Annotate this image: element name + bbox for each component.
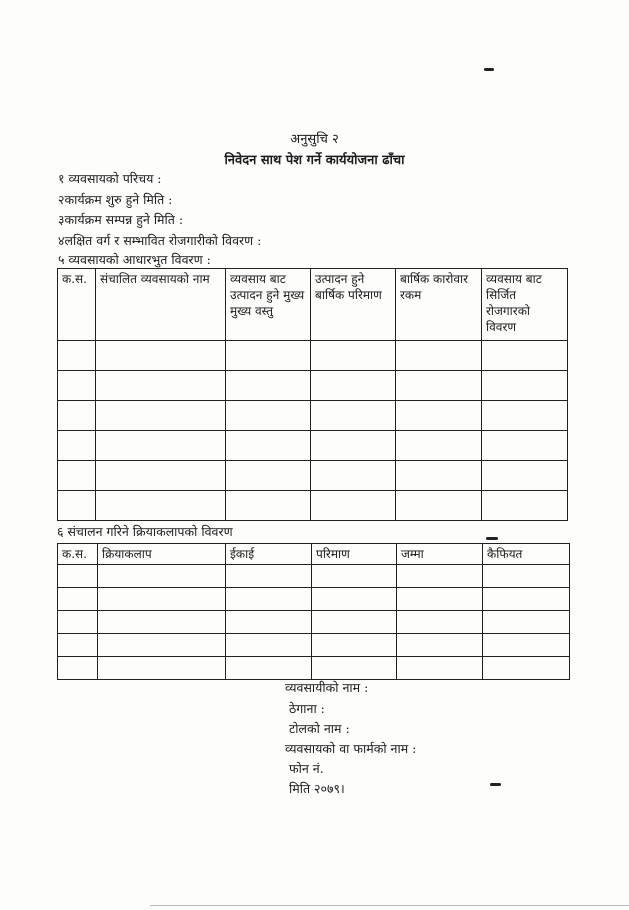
table-cell[interactable] [396, 431, 482, 461]
table-cell[interactable] [226, 565, 312, 588]
table-cell[interactable] [226, 431, 311, 461]
table-cell[interactable] [96, 431, 226, 461]
table-row [58, 461, 568, 491]
table-header-cell: क.स. [58, 544, 98, 565]
table-cell[interactable] [311, 491, 396, 521]
table-cell[interactable] [397, 611, 483, 634]
table-cell[interactable] [396, 371, 482, 401]
table-cell[interactable] [58, 611, 98, 634]
table-cell[interactable] [483, 657, 570, 680]
table-cell[interactable] [96, 401, 226, 431]
business-details-table [57, 268, 568, 521]
table-cell[interactable] [226, 371, 311, 401]
table-cell[interactable] [98, 565, 226, 588]
table-header-cell: व्यवसाय बाट सिर्जित रोजगारको विवरण [482, 269, 568, 341]
footer-line: मिति २०७९। [289, 781, 345, 796]
table-cell[interactable] [482, 371, 568, 401]
table-cell[interactable] [58, 461, 96, 491]
table-cell[interactable] [311, 371, 396, 401]
section-heading: ६ संचालन गरिने क्रियाकलापको विवरण [57, 524, 233, 539]
table-cell[interactable] [58, 371, 96, 401]
item-line: ४लक्षित वर्ग र सम्भावित रोजगारीको विवरण : [58, 233, 262, 248]
table-cell[interactable] [58, 588, 98, 611]
table-cell[interactable] [226, 491, 311, 521]
ink-mark [486, 537, 498, 540]
table-cell[interactable] [482, 461, 568, 491]
table-cell[interactable] [226, 588, 312, 611]
table-cell[interactable] [396, 401, 482, 431]
table-cell[interactable] [483, 634, 570, 657]
footer-line: व्यवसायीको नाम : [285, 680, 369, 695]
table-header-cell: व्यवसाय बाट उत्पादन हुने मुख्य मुख्य वस्तु [226, 269, 311, 341]
table-cell[interactable] [482, 431, 568, 461]
table-cell[interactable] [58, 565, 98, 588]
table-cell[interactable] [312, 611, 397, 634]
table-cell[interactable] [226, 461, 311, 491]
table-cell[interactable] [58, 634, 98, 657]
item-line: २कार्यक्रम शुरु हुने मिति : [58, 192, 173, 207]
table-cell[interactable] [96, 491, 226, 521]
table-cell[interactable] [397, 657, 483, 680]
table-cell[interactable] [96, 461, 226, 491]
table-cell[interactable] [98, 611, 226, 634]
table-cell[interactable] [396, 341, 482, 371]
table-row [58, 371, 568, 401]
table-header-cell: जम्मा [397, 544, 483, 565]
table-cell[interactable] [311, 431, 396, 461]
item-line: ३कार्यक्रम सम्पन्न हुने मिति : [58, 212, 184, 227]
table-cell[interactable] [396, 461, 482, 491]
table-cell[interactable] [483, 588, 570, 611]
table-cell[interactable] [58, 341, 96, 371]
table-header-cell: क्रियाकलाप [98, 544, 226, 565]
table-cell[interactable] [226, 341, 311, 371]
table-cell[interactable] [98, 657, 226, 680]
table-cell[interactable] [312, 634, 397, 657]
table-cell[interactable] [482, 341, 568, 371]
schedule-label: अनुसुचि २ [290, 132, 339, 147]
table-cell[interactable] [58, 657, 98, 680]
table-cell[interactable] [312, 657, 397, 680]
table-cell[interactable] [482, 401, 568, 431]
page-title: निवेदन साथ पेश गर्ने कार्ययोजना ढाँचा [224, 153, 405, 168]
ink-mark [484, 68, 494, 71]
table-header-cell: कैफियत [483, 544, 570, 565]
table-row [58, 491, 568, 521]
table-row [58, 565, 570, 588]
table-cell[interactable] [396, 491, 482, 521]
table-row [58, 634, 570, 657]
table-cell[interactable] [397, 588, 483, 611]
item-line: ५ व्यवसायको आधारभुत विवरण : [58, 252, 211, 267]
table-row [58, 341, 568, 371]
table-cell[interactable] [311, 461, 396, 491]
table-cell[interactable] [311, 341, 396, 371]
footer-line: फोन नं. [289, 761, 324, 776]
table-cell[interactable] [312, 588, 397, 611]
table-header-cell: बार्षिक कारोवार रकम [396, 269, 482, 341]
table-cell[interactable] [482, 491, 568, 521]
table-cell[interactable] [483, 565, 570, 588]
table-cell[interactable] [483, 611, 570, 634]
table-cell[interactable] [98, 588, 226, 611]
table-header-cell: उत्पादन हुने बार्षिक परिमाण [311, 269, 396, 341]
footer-line: टोलको नाम : [289, 721, 350, 736]
table-cell[interactable] [226, 634, 312, 657]
table-cell[interactable] [96, 341, 226, 371]
table-row [58, 588, 570, 611]
table-row [58, 401, 568, 431]
table-cell[interactable] [397, 634, 483, 657]
table-cell[interactable] [226, 611, 312, 634]
table-row [58, 611, 570, 634]
page-edge-line [150, 905, 629, 906]
activities-table [57, 543, 570, 680]
ink-mark [490, 783, 501, 786]
table-cell[interactable] [311, 401, 396, 431]
table-header-cell: परिमाण [312, 544, 397, 565]
table-row [58, 431, 568, 461]
table-cell[interactable] [58, 401, 96, 431]
table-cell[interactable] [312, 565, 397, 588]
table-header-cell: क.स. [58, 269, 96, 341]
table-cell[interactable] [397, 565, 483, 588]
table-cell[interactable] [58, 491, 96, 521]
table-header-cell: संचालित व्यवसायको नाम [96, 269, 226, 341]
footer-line: व्यवसायको वा फार्मको नाम : [285, 741, 417, 756]
table-cell[interactable] [226, 401, 311, 431]
table-cell[interactable] [58, 431, 96, 461]
table-cell[interactable] [226, 657, 312, 680]
table-cell[interactable] [98, 634, 226, 657]
table-row [58, 657, 570, 680]
table-cell[interactable] [96, 371, 226, 401]
table-header-cell: ईकाई [226, 544, 312, 565]
item-line: १ व्यवसायको परिचय : [58, 171, 162, 186]
footer-line: ठेगाना : [289, 701, 325, 716]
